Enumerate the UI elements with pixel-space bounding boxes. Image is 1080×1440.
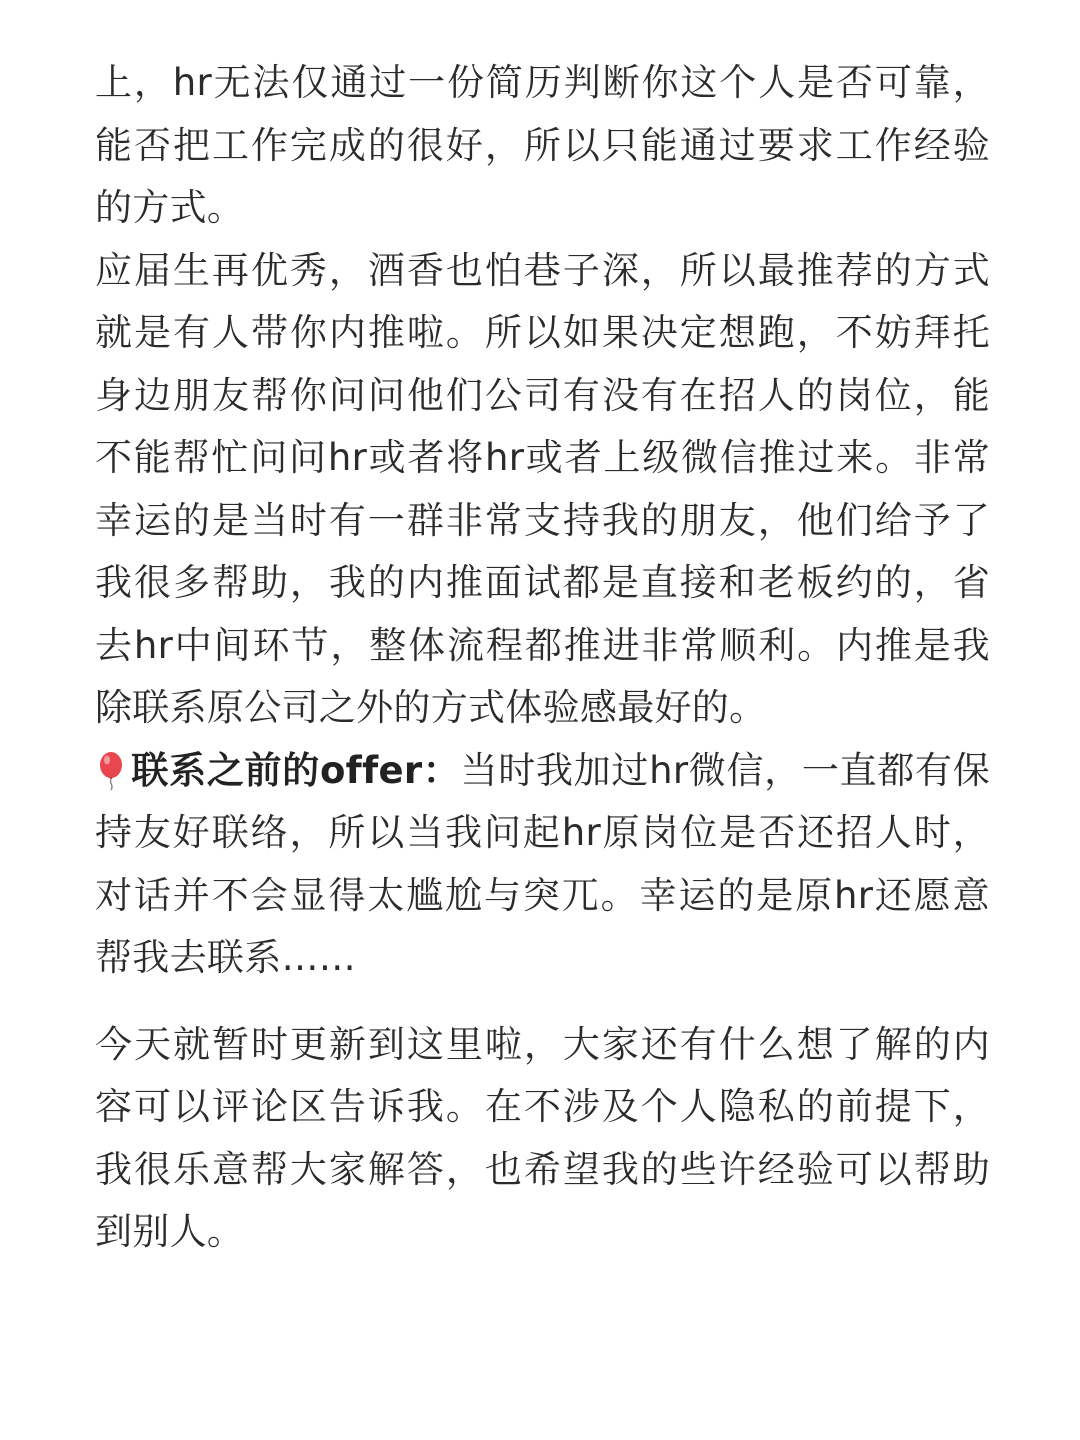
section-heading: 联系之前的offer： (131, 748, 461, 792)
balloon-icon (95, 751, 129, 789)
paragraph-3 (95, 740, 990, 990)
section-body: 当时我加过hr微信，一直都有保持友好联络，所以当我问起hr原岗位是否还招人时，对话并不会显得太尴尬与突兀。幸运的是原hr还愿意帮我去联系…… (95, 748, 990, 979)
paragraph-1: 上，hr无法仅通过一份简历判断你这个人是否可靠，能否把工作完成的很好，所以只能通过要求工作经验的方式。 (95, 61, 990, 229)
article-body (95, 52, 990, 1264)
paragraph-2: 应届生再优秀，酒香也怕巷子深，所以最推荐的方式就是有人带你内推啦。所以如果决定想跑，不妨拜托身边朋友帮你问问他们公司有没有在招人的岗位，能不能帮忙问问hr或者将hr或者上级微信推过来。非常幸运的是当时有一群非常支持我的朋友，他们给予了我很多帮助，我的内推面试都是直接和老板约的，省去hr中间环节，整体流程都推进非常顺利。内推是我除联系原公司之外的方式体验感最好的。 (95, 248, 990, 729)
paragraph-4: 今天就暂时更新到这里啦，大家还有什么想了解的内容可以评论区告诉我。在不涉及个人隐私的前提下，我很乐意帮大家解答，也希望我的些许经验可以帮助到别人。 (95, 1022, 990, 1253)
